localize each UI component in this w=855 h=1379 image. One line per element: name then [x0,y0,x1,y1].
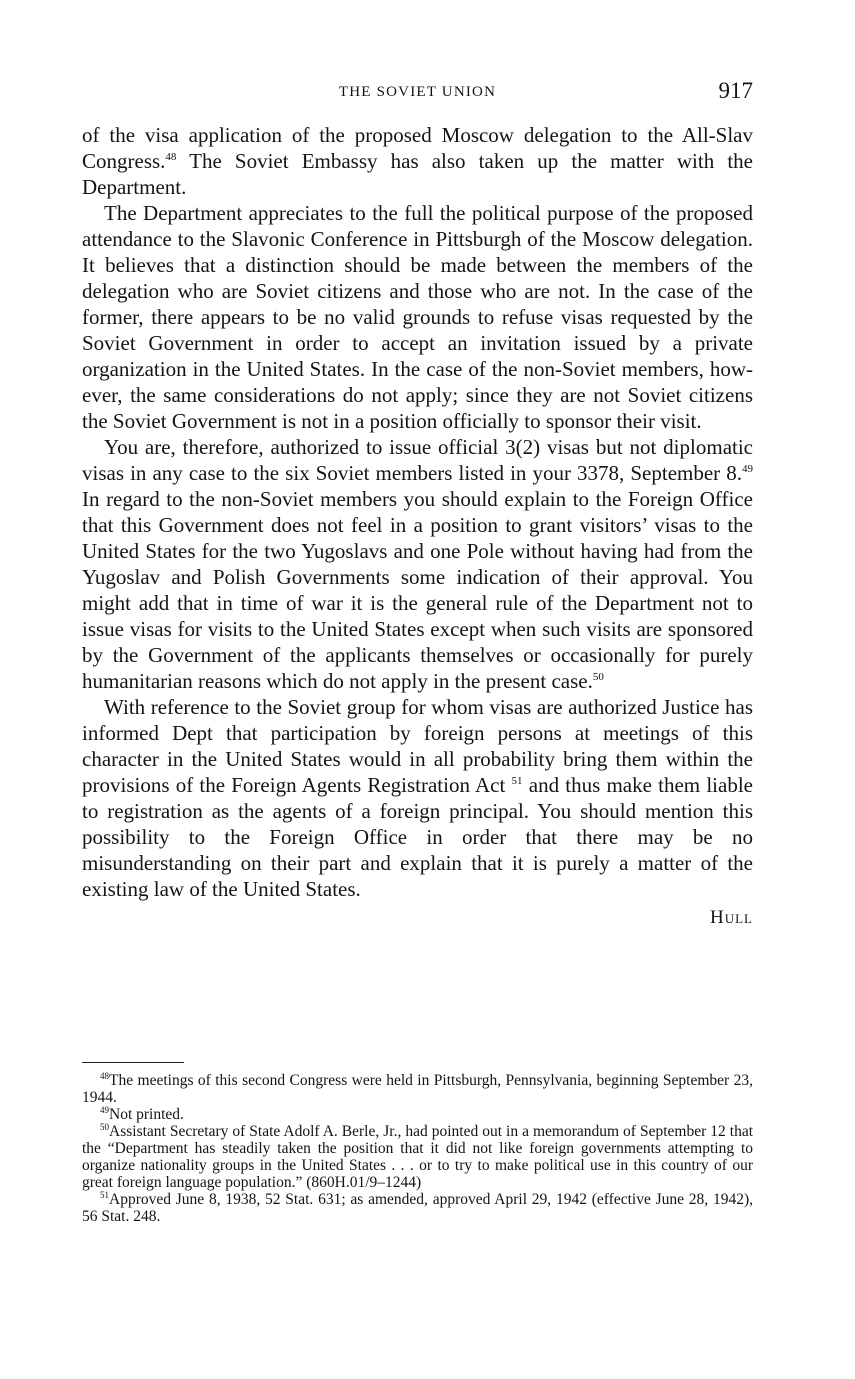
running-head [82,78,753,108]
footnote-48 [82,1072,753,1106]
body-text [82,122,753,931]
paragraph-text: You are, therefore, authorized to issue official 3(2) visas but not diplomatic visas in any case to the six Soviet members listed in your 3378, September 8. [82,435,753,485]
paragraph-text: In regard to the non-Soviet members you should explain to the Foreign Office that this Government does not feel in a position to grant visitors’ visas to the United States for the two Yugoslavs and one Pole without having had from the Yugoslav and Polish Governments some indication of their approval. You might add that in time of war it is the general rule of the Department not to issue visas for visits to the United States except when such visits are sponsored by the Government of the applicants themselves or occasionally for purely humanitarian reasons which do not apply in the present case. [82,487,753,693]
footnote-text: Not printed. [109,1106,184,1123]
signature: Hull [710,907,753,928]
footnote-51 [82,1191,753,1225]
footnote-ref-49[interactable]: 49 [742,463,753,475]
paragraph-text: The Soviet Embassy has also taken up the matter with the Department. [82,149,753,199]
running-title: THE SOVIET UNION [338,84,497,100]
footnote-text: The meetings of this second Congress were held in Pittsburgh, Pennsylvania, beginning September 23, 1944. [82,1072,753,1106]
footnote-number: 48 [100,1070,109,1081]
footnote-divider [82,1062,184,1063]
footnote-text: Approved June 8, 1938, 52 Stat. 631; as amended, approved April 29, 1942 (effective June 28, 1942), 56 Stat. 248. [82,1191,753,1225]
footnote-ref-50[interactable]: 50 [592,671,604,683]
footnote-50 [82,1123,753,1191]
paragraph-4 [82,694,753,902]
paragraph-3 [82,434,753,694]
footnote-number: 51 [100,1189,109,1200]
paragraph-2: The Department appreciates to the full the political purpose of the proposed attendance to the Slavonic Conference in Pittsburgh of the Moscow delegation. It believes that a distinction should be made between the members of the delegation who are Soviet citizens and those who are not. In the case of the former, there appears to be no valid grounds to refuse visas requested by the Soviet Government in order to accept an invitation issued by a private organization in the United States. In the case of the non-Soviet members, however, the same considerations do not apply; since they are not Soviet citizens the Soviet Government is not in a position officially to sponsor their visit. [82,201,753,433]
paragraph-1 [82,122,753,200]
paragraph-text: of the visa application of the proposed Moscow delegation to the All-Slav Congress. [82,123,753,173]
footnote-number: 49 [100,1104,109,1115]
paragraph-text: With reference to the Soviet group for whom visas are authorized Justice has informed Dept that participation by foreign persons at meetings of this character in the United States would in all probability bring them within the provisions of the Foreign Agents Registration Act [82,695,753,797]
footnote-number: 50 [100,1121,109,1132]
footnote-ref-48[interactable]: 48 [165,151,177,163]
footnote-49 [82,1106,753,1123]
page-number: 917 [718,78,753,103]
footnote-ref-51[interactable]: 51 [511,775,523,787]
paragraph-text: and thus make them liable to registration as the agents of a foreign principal. You should mention this possibility to the Foreign Office in order that there may be no misunderstanding on their part and explain that it is purely a matter of the existing law of the United States. [82,773,753,901]
footnotes [82,1072,753,1225]
footnote-text: Assistant Secretary of State Adolf A. Berle, Jr., had pointed out in a memorandum of September 12 that the “Department has steadily taken the position that it did not like foreign governments attempting to organize nationality groups in the United States . . . or to try to make political use in this country of our great foreign language population.” (860H.01/9–1244) [82,1123,753,1191]
